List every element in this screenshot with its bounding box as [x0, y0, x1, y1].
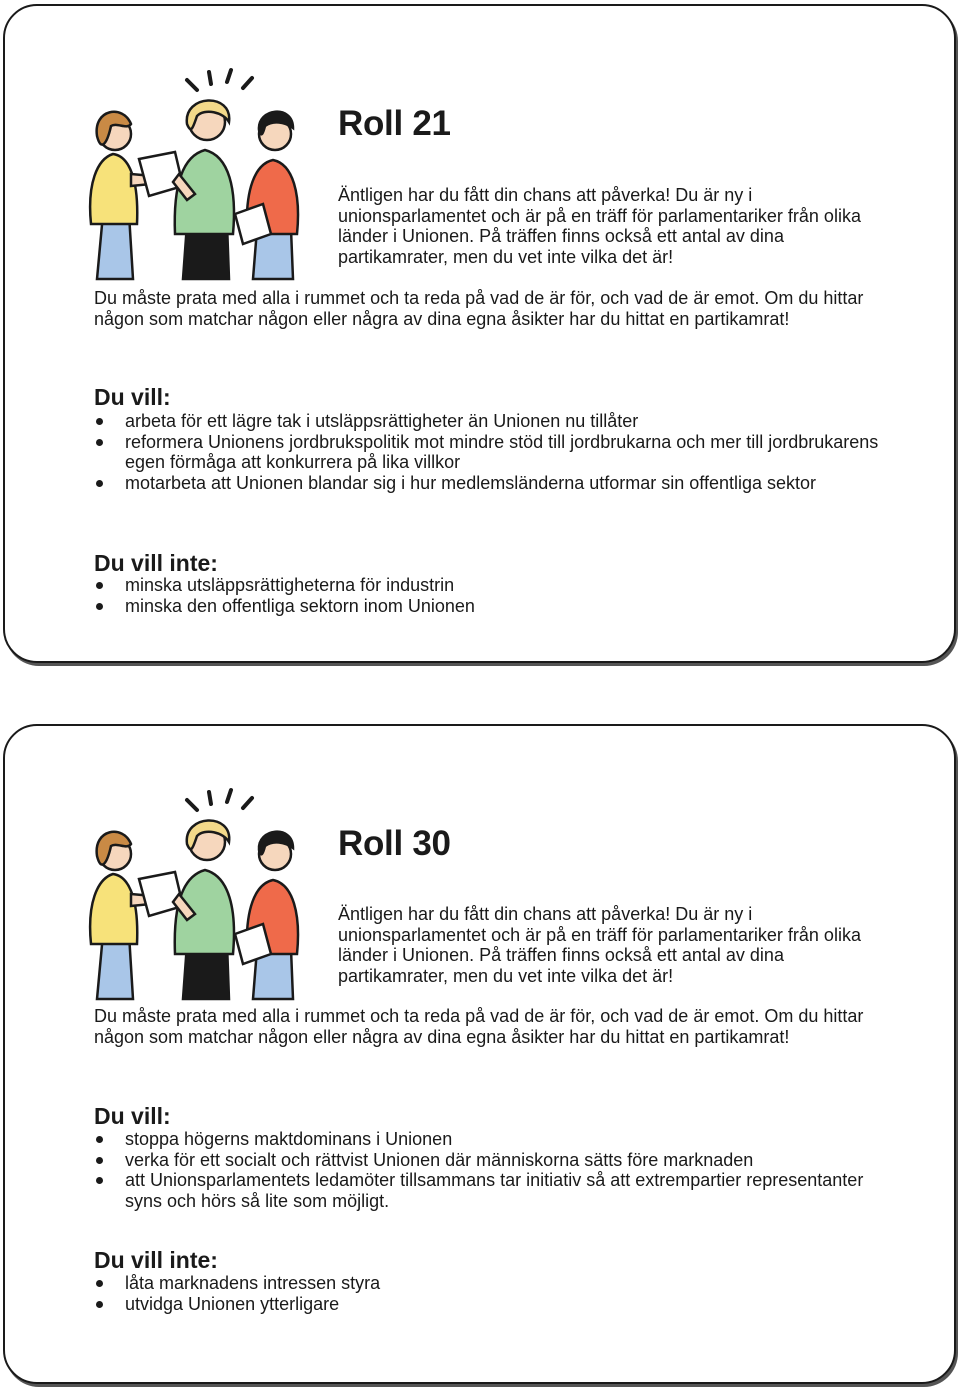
instruction-text: Du måste prata med alla i rummet och ta reda på vad de är för, och vad de är emot. Om du hittar någon som matchar någon eller några av dina egna åsikter har du hittat en partikamrat! [94, 1006, 864, 1047]
role-card-30 [3, 724, 956, 1384]
intro-text: Äntligen har du fått din chans att påverka! Du är ny i unionsparlamentet och är på en träff för parlamentariker från olika länder i Unionen. På träffen finns också ett antal av dina partikamrater, men du vet inte vilka det är! [338, 185, 861, 267]
not-wants-heading: Du vill inte: [94, 550, 218, 576]
people-discussing-illustration [87, 64, 323, 286]
list-item: arbeta för ett lägre tak i utsläppsrättigheter än Unionen nu tillåter [94, 411, 894, 432]
instruction-text: Du måste prata med alla i rummet och ta reda på vad de är för, och vad de är emot. Om du hittar någon som matchar någon eller några av dina egna åsikter har du hittat en partikamrat! [94, 288, 864, 329]
wants-heading: Du vill: [94, 1103, 171, 1129]
not-wants-list [94, 1273, 894, 1314]
wants-heading: Du vill: [94, 384, 171, 410]
intro-text: Äntligen har du fått din chans att påverka! Du är ny i unionsparlamentet och är på en träff för parlamentariker från olika länder i Unionen. På träffen finns också ett antal av dina partikamrater, men du vet inte vilka det är! [338, 904, 861, 986]
wants-list [94, 411, 894, 493]
not-wants-list [94, 575, 894, 616]
not-wants-heading: Du vill inte: [94, 1247, 218, 1273]
list-item: motarbeta att Unionen blandar sig i hur medlemsländerna utformar sin offentliga sektor [94, 473, 894, 494]
list-item: stoppa högerns maktdominans i Unionen [94, 1129, 894, 1150]
people-discussing-illustration [87, 784, 323, 1006]
list-item: att Unionsparlamentets ledamöter tillsammans tar initiativ så att extrempartier representanter syns och hörs så lite som möjligt. [94, 1170, 894, 1211]
list-item: verka för ett socialt och rättvist Unionen där människorna sätts före marknaden [94, 1150, 894, 1171]
list-item: reformera Unionens jordbrukspolitik mot mindre stöd till jordbrukarna och mer till jordbrukarens egen förmåga att konkurrera på lika villkor [94, 432, 894, 473]
role-title: Roll 30 [338, 824, 451, 863]
list-item: låta marknadens intressen styra [94, 1273, 894, 1294]
list-item: minska den offentliga sektorn inom Unionen [94, 596, 894, 617]
role-card-21 [3, 4, 956, 663]
list-item: utvidga Unionen ytterligare [94, 1294, 894, 1315]
role-title: Roll 21 [338, 104, 451, 143]
wants-list [94, 1129, 894, 1211]
list-item: minska utsläppsrättigheterna för industrin [94, 575, 894, 596]
